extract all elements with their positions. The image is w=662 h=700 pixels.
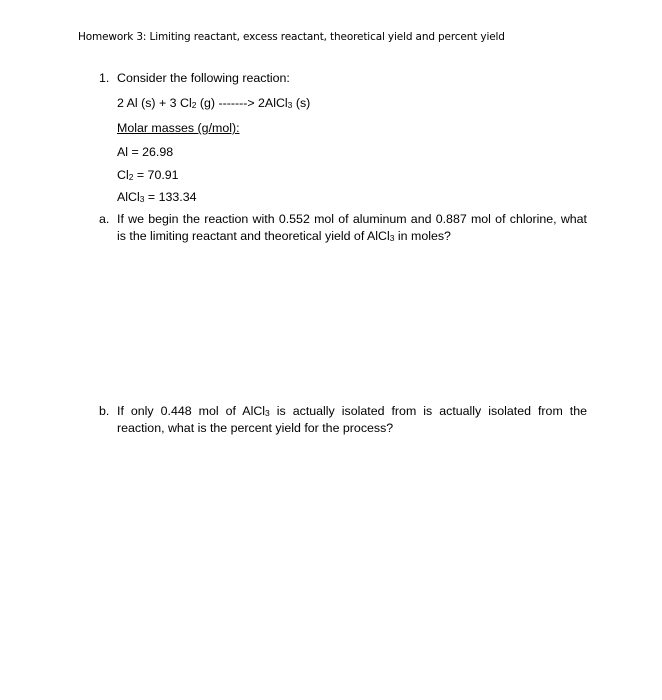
cl2-subscript: 2 [128,172,134,182]
reaction-part-3: (s) [292,96,311,110]
cl2-value: = 70.91 [133,168,179,182]
alcl3-label: AlCl [117,190,140,204]
part-b-question [117,403,587,437]
cl2-label: Cl [117,168,129,182]
part-a-question [117,211,587,245]
part-a-letter: a. [99,212,110,226]
alcl3-subscript: 3 [139,194,145,204]
reaction-part-2: (g) -------> 2AlCl [196,96,288,110]
molar-mass-alcl3 [117,190,196,205]
part-b-letter: b. [99,404,110,418]
molar-masses-heading: Molar masses (g/mol): [117,121,240,135]
part-b-text-end: is actually isolated from is actually isolated from the reaction, what is the percent yield for the process? [117,404,588,435]
homework-title: Homework 3: Limiting reactant, excess reactant, theoretical yield and percent yield [78,31,505,43]
part-a-text-end: in moles? [394,229,451,243]
reaction-part-1: 2 Al (s) + 3 Cl [117,96,192,110]
alcl3-value: = 133.34 [144,190,197,204]
molar-mass-al: Al = 26.98 [117,145,174,159]
part-a-text: If we begin the reaction with 0.552 mol of aluminum and 0.887 mol of chlorine, what is the limiting reactant and theoretical yield of AlCl [117,212,587,243]
molar-mass-cl2 [117,168,179,183]
question-1-prompt: Consider the following reaction: [117,71,290,85]
reaction-subscript-2: 3 [287,100,293,110]
part-b-subscript: 3 [265,408,270,418]
reaction-equation [117,96,310,111]
question-1-number: 1. [99,71,110,85]
reaction-subscript-1: 2 [191,100,197,110]
part-b-text: If only 0.448 mol of AlCl [117,404,266,418]
part-a-subscript: 3 [389,233,395,243]
